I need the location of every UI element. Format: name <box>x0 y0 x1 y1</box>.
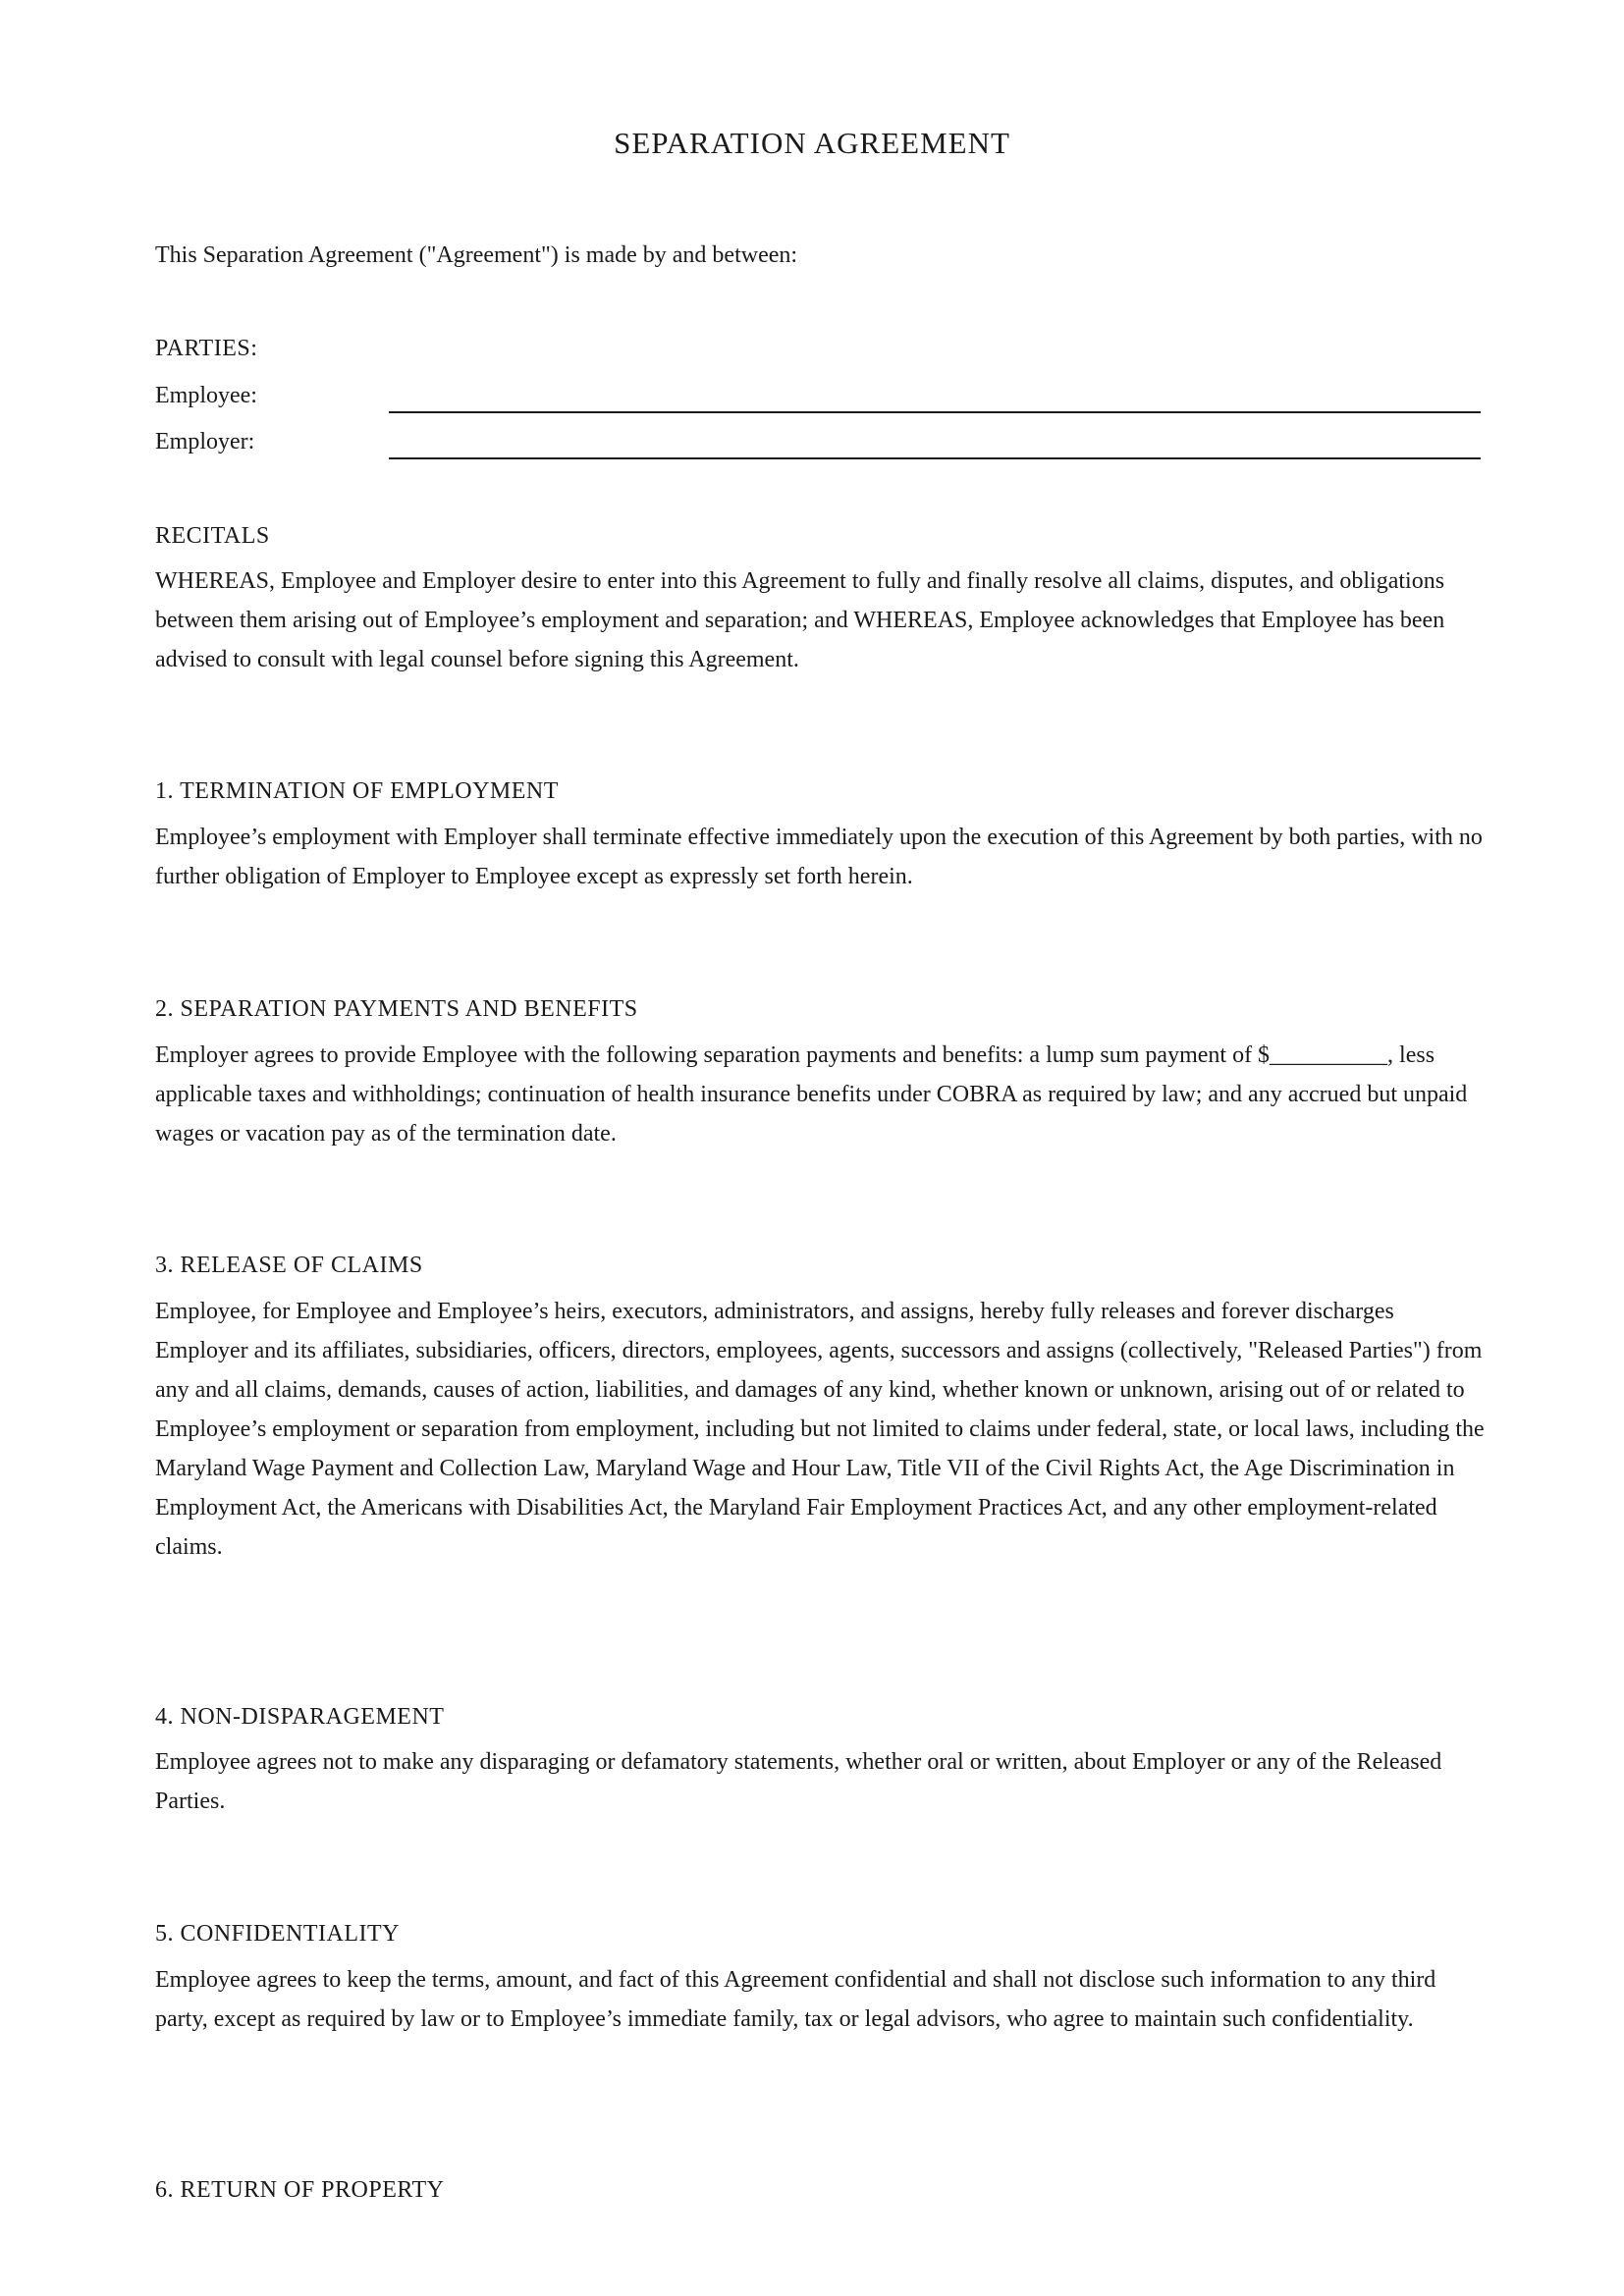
employee-label: Employee: <box>155 383 257 408</box>
recitals-paragraph: WHEREAS, Employee and Employer desire to enter into this Agreement to fully and finally resolve all claims, disputes, and obligations between them arising out of Employee’s employment and separation; and WHEREAS, Employee acknowledges that Employee has been advised to consult with legal counsel before signing this Agreement. <box>155 568 1445 672</box>
section-1-heading: 1. TERMINATION OF EMPLOYMENT <box>155 778 559 804</box>
section-4-paragraph: Employee agrees not to make any disparaging or defamatory statements, whether oral or written, about Employer or any of the Released Parties. <box>155 1749 1442 1814</box>
recitals-heading: RECITALS <box>155 523 270 549</box>
section-3-paragraph: Employee, for Employee and Employee’s heirs, executors, administrators, and assigns, hereby fully releases and forever discharges Employer and its affiliates, subsidiaries, officers, directors, employees, agents, successors and assigns (collectively, "Released Parties") from any and all claims, demands, causes of action, liabilities, and damages of any kind, whether known or unknown, arising out of or related to Employee’s employment or separation from employment, including but not limited to claims under federal, state, or local laws, including the Maryland Wage Payment and Collection Law, Maryland Wage and Hour Law, Title VII of the Civil Rights Act, the Age Discrimination in Employment Act, the Americans with Disabilities Act, the Maryland Fair Employment Practices Act, and any other employment-related claims. <box>155 1299 1485 1560</box>
employer-signature-line[interactable] <box>389 457 1481 459</box>
section-4-heading: 4. NON-DISPARAGEMENT <box>155 1704 445 1730</box>
parties-heading: PARTIES: <box>155 336 258 361</box>
section-5-paragraph: Employee agrees to keep the terms, amount, and fact of this Agreement confidential and shall not disclose such information to any third party, except as required by law or to Employee’s immediate family, tax or legal advisors, who agree to maintain such confidentiality. <box>155 1967 1436 2032</box>
section-3-heading: 3. RELEASE OF CLAIMS <box>155 1253 423 1278</box>
employee-signature-line[interactable] <box>389 411 1481 413</box>
section-2-heading: 2. SEPARATION PAYMENTS AND BENEFITS <box>155 996 638 1022</box>
employer-label: Employer: <box>155 429 255 454</box>
section-1-paragraph: Employee’s employment with Employer shall terminate effective immediately upon the execution of this Agreement by both parties, with no further obligation of Employer to Employee except as expressly set forth herein. <box>155 825 1483 889</box>
section-6-heading: 6. RETURN OF PROPERTY <box>155 2177 445 2203</box>
section-2-paragraph: Employer agrees to provide Employee with the following separation payments and benefits: a lump sum payment of $__________, less applicable taxes and withholdings; continuation of health insurance benefits under COBRA as required by law; and any accrued but unpaid wages or vacation pay as of the termination date. <box>155 1042 1468 1147</box>
document-title: SEPARATION AGREEMENT <box>614 126 1010 160</box>
section-5-heading: 5. CONFIDENTIALITY <box>155 1921 400 1947</box>
intro-paragraph: This Separation Agreement ("Agreement") is made by and between: <box>155 242 798 268</box>
